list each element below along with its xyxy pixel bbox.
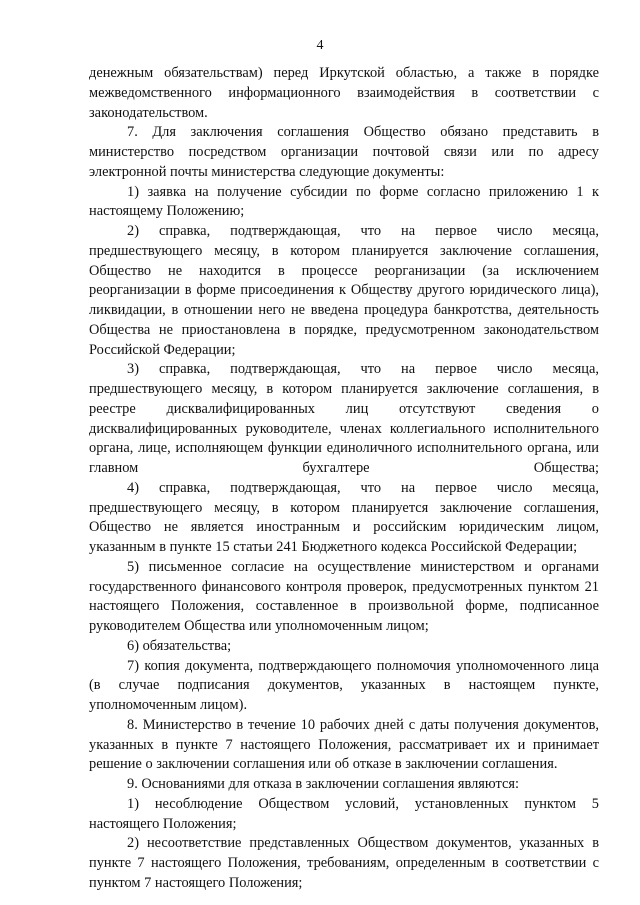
paragraph-item-7: 7. Для заключения соглашения Общество обязано представить в министерство посредством организации почтовой связи или по адресу электронной почты министерства следующие документы: xyxy=(89,124,599,180)
document-body xyxy=(89,64,599,894)
paragraph: денежным обязательствам) перед Иркутской областью, а также в порядке межведомственного информационного взаимодействия в соответствии с законодательством. xyxy=(89,65,599,121)
list-item: 5) письменное согласие на осуществление министерством и органами государственного финансового контроля проверок, предусмотренных пунктом 21 настоящего Положения, составленное в произвольной форме, подписанное руководителем Общества или уполномоченным лицом; xyxy=(89,558,599,634)
list-item: 7) копия документа, подтверждающего полномочия уполномоченного лица (в случае подписания документов, указанных в настоящем пункте, уполномоченным лицом). xyxy=(89,657,599,713)
list-item: 2) справка, подтверждающая, что на первое число месяца, предшествующего месяцу, в котором планируется заключение соглашения, Общество не находится в процессе реорганизации (за исключением реорганизации в форме присоединения к Обществу другого юридического лица), ликвидации, в отношении него не введена процедура банкротства, деятельность Общества не приостановлена в порядке, предусмотренном законодательством Российской Федерации; xyxy=(89,223,599,358)
list-item: 1) заявка на получение субсидии по форме согласно приложению 1 к настоящему Положению; xyxy=(89,183,599,220)
list-item: 1) несоблюдение Обществом условий, установленных пунктом 5 настоящего Положения; xyxy=(89,795,599,832)
list-item: 2) несоответствие представленных Обществом документов, указанных в пункте 7 настоящего Положения, требованиям, определенным в соответствии с пунктом 7 настоящего Положения; xyxy=(89,835,599,891)
list-item: 4) справка, подтверждающая, что на первое число месяца, предшествующего месяцу, в котором планируется заключение соглашения, Общество не является иностранным и российским юридическим лицом, указанным в пункте 15 статьи 241 Бюджетного кодекса Российской Федерации; xyxy=(89,479,599,555)
paragraph-item-9: 9. Основаниями для отказа в заключении соглашения являются: xyxy=(127,776,519,792)
list-item: 6) обязательства; xyxy=(127,637,232,654)
list-item: 3) справка, подтверждающая, что на первое число месяца, предшествующего месяцу, в котором планируется заключение соглашения, в реестре дисквалифицированных лиц отсутствуют сведения о дисквалифицированных руководителе, членах коллегиального исполнительного органа, лице, исполняющем функции единоличного исполнительного органа, или главном бухгалтере Общества; xyxy=(89,361,599,476)
paragraph-item-8: 8. Министерство в течение 10 рабочих дней с даты получения документов, указанных в пункте 7 настоящего Положения, рассматривает их и принимает решение о заключении соглашения или об отказе в заключении соглашения. xyxy=(89,716,599,773)
page-number: 4 xyxy=(316,38,324,53)
